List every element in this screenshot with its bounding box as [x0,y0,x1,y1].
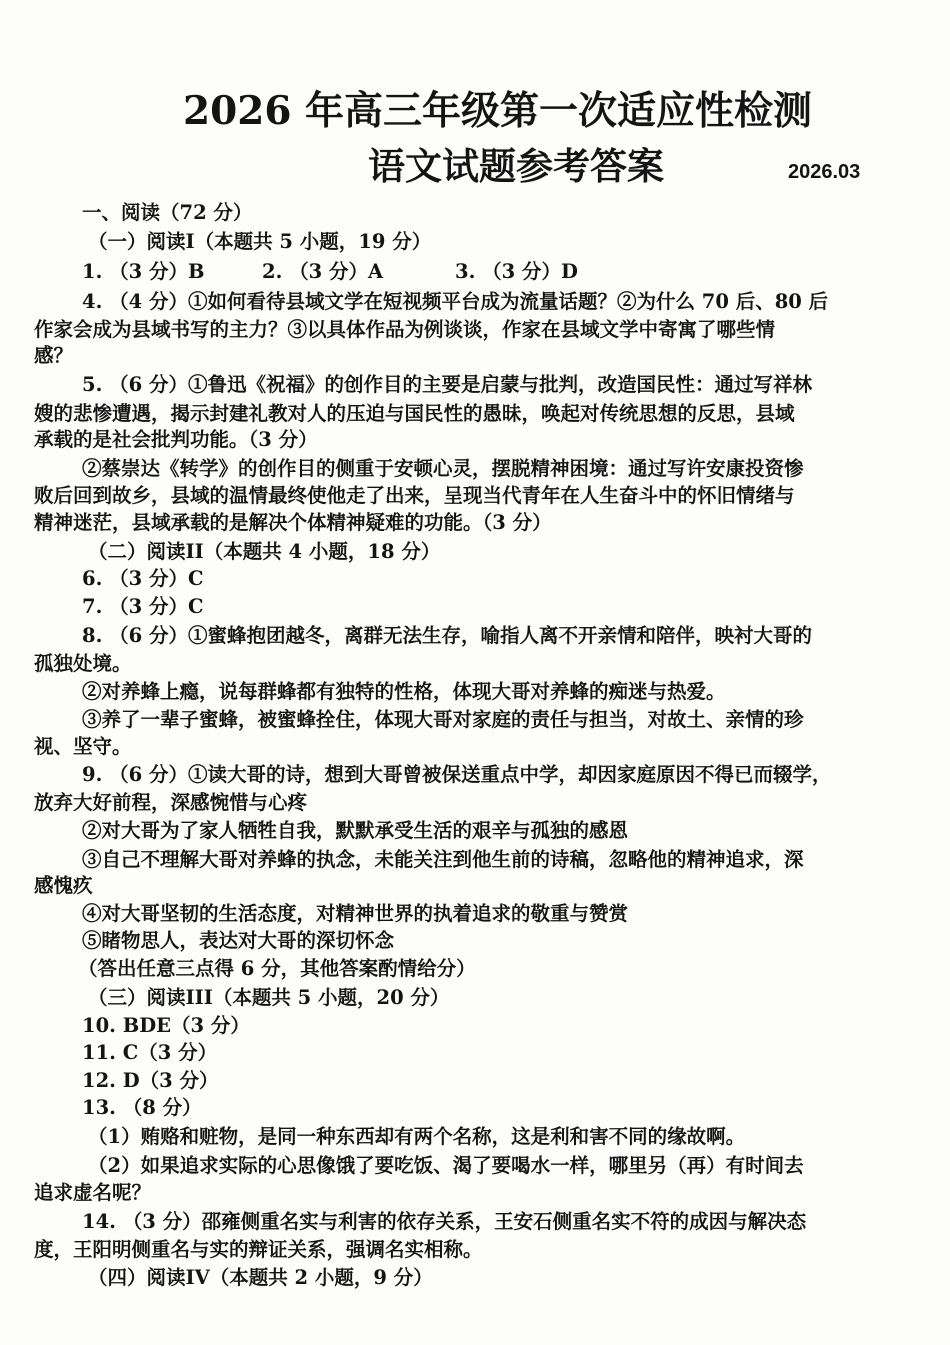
answer-line: 孤独处境。 [34,652,132,675]
answer-line: 嫂的悲惨遭遇，揭示封建礼教对人的压迫与国民性的愚昧，唤起对传统思想的反思，县域 [34,402,795,425]
answer-line: ③自己不理解大哥对养蜂的执念，未能关注到他生前的诗稿，忽略他的精神追求，深 [82,848,804,871]
answer-line: 度，王阳明侧重名与实的辩证关系，强调名实相称。 [34,1238,483,1261]
page-title: 2026 年高三年级第一次适应性检测 [182,88,813,134]
part-heading: （四）阅读IV（本题共 2 小题，9 分） [88,1266,433,1289]
answer-line: 承载的是社会批判功能。（3 分） [34,428,318,451]
answer-line: 4. （4 分）①如何看待县域文学在短视频平台成为流量话题？②为什么 70 后、80 后 [82,290,829,313]
answer-line: 14. （3 分）邵雍侧重名实与利害的依存关系，王安石侧重名实不符的成因与解决态 [82,1210,807,1233]
answer-line: ②对养蜂上瘾，说每群蜂都有独特的性格，体现大哥对养蜂的痴迷与热爱。 [82,680,726,703]
exam-date: 2026.03 [788,161,861,183]
answer-line: 放弃大好前程，深感惋惜与心疼 [34,791,308,814]
answer-line: ③养了一辈子蜜蜂，被蜜蜂拴住，体现大哥对家庭的责任与担当，对故土、亲情的珍 [82,708,804,731]
page-subtitle: 语文试题参考答案 [368,144,664,188]
answer-line: ②对大哥为了家人牺牲自我，默默承受生活的艰辛与孤独的感恩 [82,819,629,842]
answer-q13: 13. （8 分） [82,1096,202,1119]
answer-line: 作家会成为县域书写的主力？③以具体作品为例谈谈，作家在县域文学中寄寓了哪些情 [34,318,776,341]
answer-line: 5. （6 分）①鲁迅《祝福》的创作目的主要是启蒙与批判，改造国民性：通过写祥林 [82,373,813,396]
answer-q3: 3. （3 分）D [455,260,578,283]
answer-line: 感？ [34,344,74,367]
part-heading: （三）阅读III（本题共 5 小题，20 分） [88,986,450,1009]
answer-line: 精神迷茫，县域承载的是解决个体精神疑难的功能。（3 分） [34,511,552,534]
answer-q2: 2. （3 分）A [262,260,384,283]
answer-q7: 7. （3 分）C [82,595,204,618]
answer-line: 感愧疚 [34,874,93,897]
section-heading: 一、阅读（72 分） [82,201,253,224]
scoring-note: （答出任意三点得 6 分，其他答案酌情给分） [78,957,476,980]
answer-line: 9. （6 分）①读大哥的诗，想到大哥曾被保送重点中学，却因家庭原因不得已而辍学， [82,763,832,786]
answer-line: 8. （6 分）①蜜蜂抱团越冬，离群无法生存，喻指人离不开亲情和陪伴，映衬大哥的 [82,624,813,647]
answer-line: （1）贿赂和赃物，是同一种东西却有两个名称，这是利和害不同的缘故啊。 [88,1125,746,1148]
answer-line: ②蔡崇达《转学》的创作目的侧重于安顿心灵，摆脱精神困境：通过写许安康投资惨 [82,457,804,480]
answer-line: 追求虚名呢？ [34,1181,152,1204]
answer-line: 视、坚守。 [34,735,132,758]
answer-q6: 6. （3 分）C [82,567,204,590]
answer-q1: 1. （3 分）B [82,260,205,283]
part-heading: （二）阅读II（本题共 4 小题，18 分） [88,540,441,563]
part-heading: （一）阅读I（本题共 5 小题，19 分） [88,230,432,253]
answer-q12: 12. D（3 分） [82,1069,219,1092]
answer-q10: 10. BDE（3 分） [82,1014,250,1037]
answer-line: ⑤睹物思人，表达对大哥的深切怀念 [82,929,395,952]
answer-q11: 11. C（3 分） [82,1041,218,1064]
answer-line: ④对大哥坚韧的生活态度，对精神世界的执着追求的敬重与赞赏 [82,902,629,925]
answer-line: （2）如果追求实际的心思像饿了要吃饭、渴了要喝水一样，哪里另（再）有时间去 [88,1154,804,1177]
answer-line: 败后回到故乡，县域的温情最终使他走了出来，呈现当代青年在人生奋斗中的怀旧情绪与 [34,484,795,507]
